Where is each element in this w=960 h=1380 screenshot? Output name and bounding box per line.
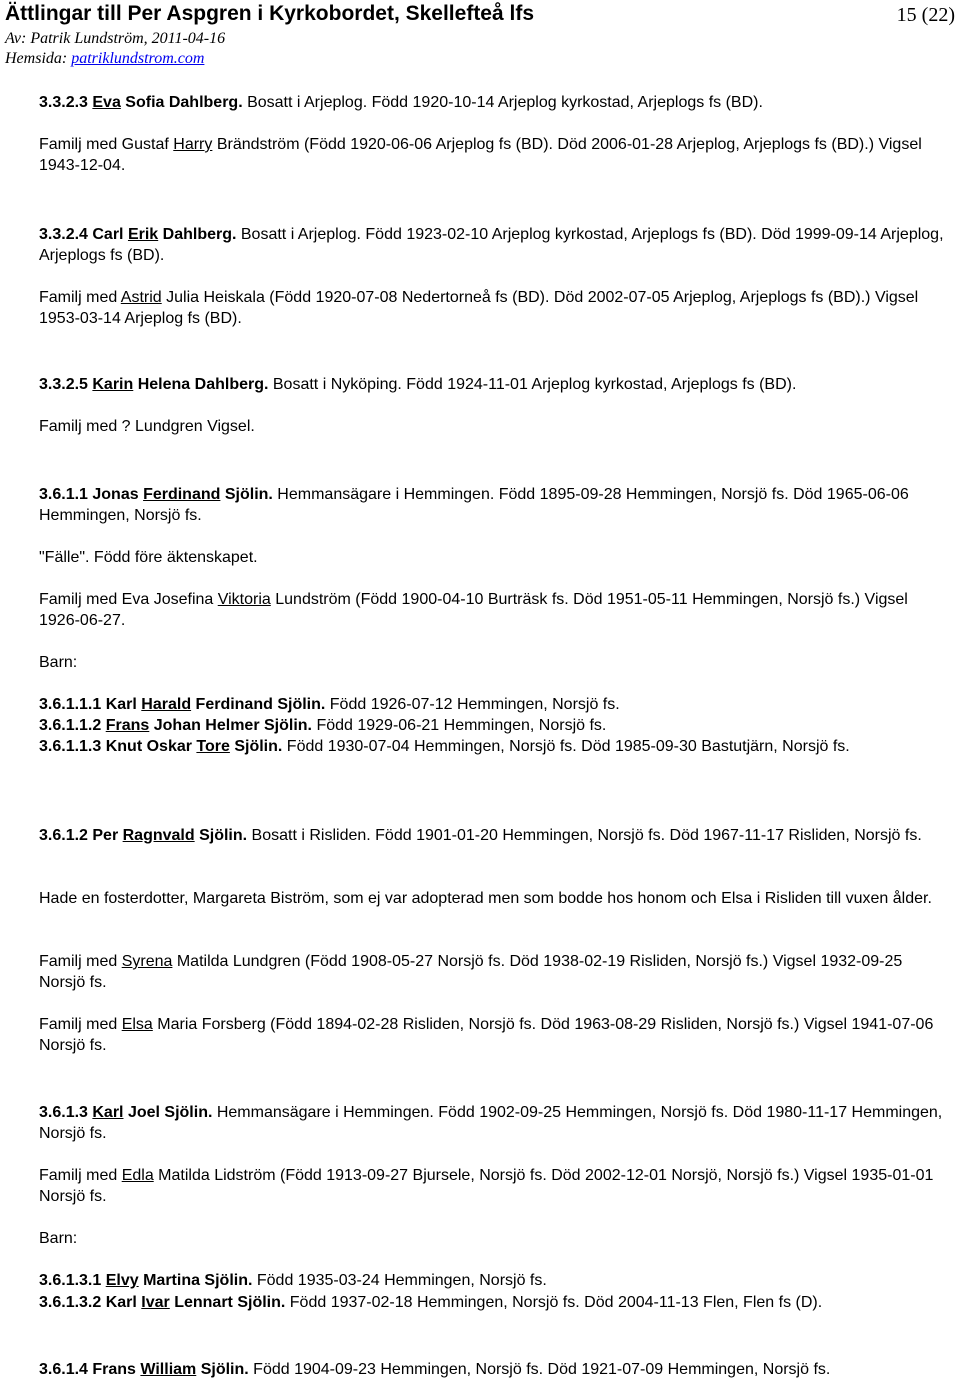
note-paragraph: Hade en fosterdotter, Margareta Biström, som ej var adopterad men som bodde hos honom och Elsa i Risliden till vuxen ålder. xyxy=(39,890,932,907)
website-line xyxy=(5,49,204,68)
given-name: Ragnvald xyxy=(122,827,195,844)
person-entry-heading: 3.6.1.2 Per Ragnvald Sjölin. Bosatt i Risliden. Född 1901-01-20 Hemmingen, Norsjö fs. Död 1967-11-17 Risliden, Norsjö fs. xyxy=(39,827,922,844)
given-name: Elvy xyxy=(105,1272,139,1289)
spouse-given-name: Viktoria xyxy=(217,591,271,608)
person-entry-heading: 3.3.2.5 Karin Helena Dahlberg. Bosatt i Nyköping. Född 1924-11-01 Arjeplog kyrkostad, Arjeplogs fs (BD). xyxy=(39,376,797,393)
family-paragraph: Familj med Elsa Maria Forsberg (Född 1894-02-28 Risliden, Norsjö fs. Död 1963-08-29 Risliden, Norsjö fs.) Vigsel 1941-07-06 Norsjö fs. xyxy=(39,1016,934,1054)
child-entry: 3.6.1.1.1 Karl Harald Ferdinand Sjölin. Född 1926-07-12 Hemmingen, Norsjö fs. xyxy=(39,696,620,713)
children-label: Barn: xyxy=(39,654,78,671)
given-name: Erik xyxy=(127,226,159,243)
child-entry: 3.6.1.3.1 Elvy Martina Sjölin. Född 1935-03-24 Hemmingen, Norsjö fs. xyxy=(39,1272,547,1289)
given-name: Harald xyxy=(141,696,192,713)
spouse-given-name: Edla xyxy=(121,1167,154,1184)
given-name: Ferdinand xyxy=(143,486,221,503)
spouse-given-name: Astrid xyxy=(120,289,162,306)
given-name: Tore xyxy=(196,738,230,755)
given-name: Frans xyxy=(105,717,150,734)
family-paragraph: Familj med ? Lundgren Vigsel. xyxy=(39,418,255,435)
given-name: Eva xyxy=(92,94,121,111)
spouse-given-name: Syrena xyxy=(121,953,173,970)
given-name: Karin xyxy=(92,376,134,393)
website-label: Hemsida: xyxy=(5,50,72,67)
child-entry: 3.6.1.1.3 Knut Oskar Tore Sjölin. Född 1930-07-04 Hemmingen, Norsjö fs. Död 1985-09-30 Bastutjärn, Norsjö fs. xyxy=(39,738,850,755)
family-paragraph: Familj med Eva Josefina Viktoria Lundström (Född 1900-04-10 Burträsk fs. Död 1951-05-11 Hemmingen, Norsjö fs.) Vigsel 1926-06-27. xyxy=(39,591,908,629)
person-entry-heading: 3.3.2.4 Carl Erik Dahlberg. Bosatt i Arjeplog. Född 1923-02-10 Arjeplog kyrkostad, Arjeplogs fs (BD). Död 1999-09-14 Arjeplog, Arjeplogs fs (BD). xyxy=(39,226,944,264)
given-name: Ivar xyxy=(141,1294,170,1311)
author-line: Av: Patrik Lundström, 2011-04-16 xyxy=(5,30,226,47)
given-name: Karl xyxy=(92,1104,124,1121)
family-paragraph: Familj med Syrena Matilda Lundgren (Född 1908-05-27 Norsjö fs. Död 1938-02-19 Risliden, Norsjö fs.) Vigsel 1932-09-25 Norsjö fs. xyxy=(39,953,903,991)
family-paragraph: Familj med Gustaf Harry Brändström (Född 1920-06-06 Arjeplog fs (BD). Död 2006-01-28 Arjeplog, Arjeplogs fs (BD).) Vigsel 1943-12-04. xyxy=(39,136,922,174)
note-paragraph: "Fälle". Född före äktenskapet. xyxy=(39,549,258,566)
person-entry-heading: 3.6.1.3 Karl Joel Sjölin. Hemmansägare i Hemmingen. Född 1902-09-25 Hemmingen, Norsjö fs. Död 1980-11-17 Hemmingen, Norsjö fs. xyxy=(39,1104,943,1142)
children-label: Barn: xyxy=(39,1230,78,1247)
spouse-given-name: Harry xyxy=(173,136,213,153)
child-entry: 3.6.1.1.2 Frans Johan Helmer Sjölin. Född 1929-06-21 Hemmingen, Norsjö fs. xyxy=(39,717,607,734)
document-title: Ättlingar till Per Aspgren i Kyrkobordet, Skellefteå lfs xyxy=(5,2,535,25)
given-name: William xyxy=(140,1361,197,1378)
family-paragraph: Familj med Astrid Julia Heiskala (Född 1920-07-08 Nedertorneå fs (BD). Död 2002-07-05 Arjeplog, Arjeplogs fs (BD).) Vigsel 1953-03-14 Arjeplog fs (BD). xyxy=(39,289,919,327)
child-entry: 3.6.1.3.2 Karl Ivar Lennart Sjölin. Född 1937-02-18 Hemmingen, Norsjö fs. Död 2004-11-13 Flen, Flen fs (D). xyxy=(39,1294,823,1311)
person-entry-heading: 3.6.1.1 Jonas Ferdinand Sjölin. Hemmansägare i Hemmingen. Född 1895-09-28 Hemmingen, Norsjö fs. Död 1965-06-06 Hemmingen, Norsjö fs. xyxy=(39,486,909,524)
page-indicator: 15 (22) xyxy=(896,4,955,26)
website-link[interactable]: patriklundstrom.com xyxy=(71,50,205,67)
person-entry-heading: 3.3.2.3 Eva Sofia Dahlberg. Bosatt i Arjeplog. Född 1920-10-14 Arjeplog kyrkostad, Arjeplogs fs (BD). xyxy=(39,94,763,111)
family-paragraph: Familj med Edla Matilda Lidström (Född 1913-09-27 Bjursele, Norsjö fs. Död 2002-12-01 Norsjö, Norsjö fs.) Vigsel 1935-01-01 Norsjö fs. xyxy=(39,1167,934,1205)
person-entry-heading: 3.6.1.4 Frans William Sjölin. Född 1904-09-23 Hemmingen, Norsjö fs. Död 1921-07-09 Hemmingen, Norsjö fs. xyxy=(39,1361,831,1378)
spouse-given-name: Elsa xyxy=(121,1016,153,1033)
